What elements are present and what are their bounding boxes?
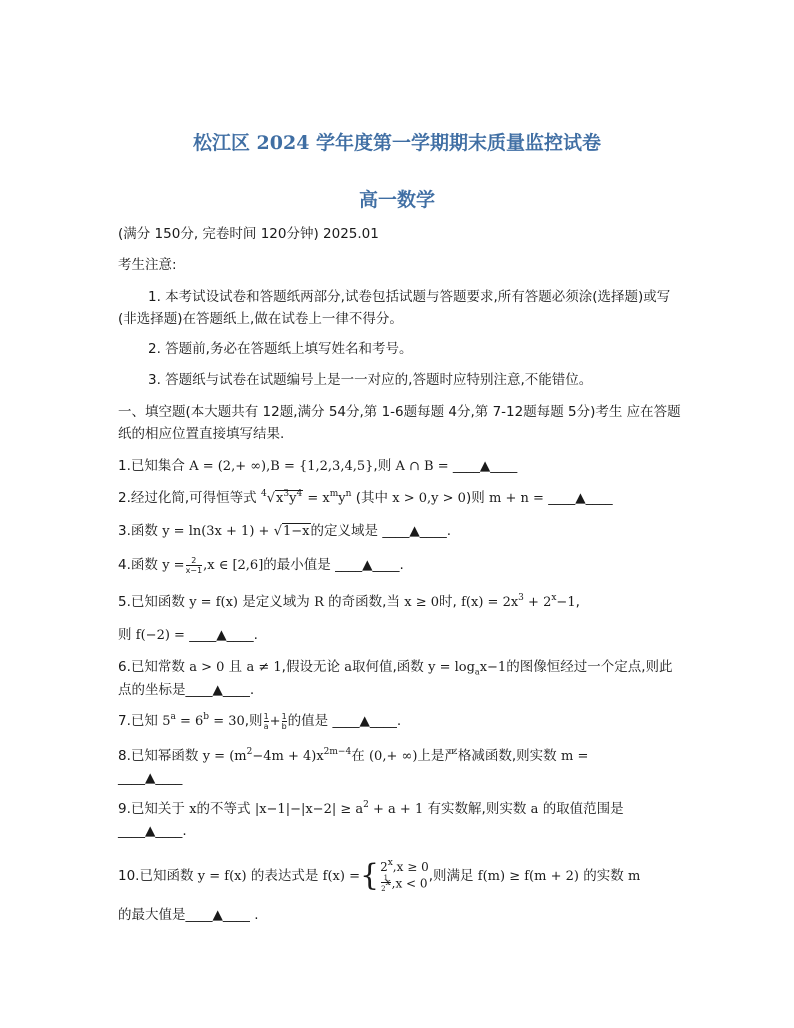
- answer-blank: ____▲____: [118, 770, 183, 786]
- piecewise-brace: {: [359, 858, 380, 893]
- question-2: 2.经过化简,可得恒等式 $^4√x^3y^4 = x^my^n$ (其中 x > 0,y > 0)则 m + n = ____▲____: [118, 487, 678, 510]
- question-6: 6.已知常数 a > 0 且 a ≠ 1,假设无论 a取何值,函数 $y = \log_ax-1$的图像恒经过一个定点,则此点的坐标是____▲____.: [118, 656, 683, 701]
- fraction-1-over-b: $\frac{1}{b}$: [281, 711, 287, 731]
- question-10: 10.已知函数 y = f(x) 的表达式是 $f(x) =\{2^x,x \ge 0$ $\frac{1}{2^x}$ ,x < 0,则满足 f(m) ≥ f(m + 2) 的实数 m: [118, 857, 641, 893]
- question-7: 7.已知 $5^a = 6^b = 30$,则 $\frac{1}{a}$ + $\frac{1}{b}$ 的值是 ____▲____.: [118, 711, 402, 731]
- question-4: 4.函数 y = $\frac{2}{x-1}$ ,x ∈ [2,6]的最小值是 ____▲____.: [118, 555, 404, 575]
- question-1: 1.已知集合 A = (2,+ ∞),B = {1,2,3,4,5},则 A ∩ B = ____▲____: [118, 455, 678, 478]
- notice-1: 1. 本考试设试卷和答题纸两部分,试卷包括试题与答题要求,所有答题必须涂(选择题)或写(非选择题)在答题纸上,做在试卷上一律不得分。: [118, 289, 671, 327]
- section-heading: 一、填空题(本大题共有 12题,满分 54分,第 1-6题每题 4分,第 7-12题每题 5分)考生 应在答题纸的相应位置直接填写结果.: [118, 404, 681, 442]
- answer-blank: ____▲____: [452, 458, 518, 474]
- fraction: $\frac{2}{x-1}$: [185, 555, 203, 575]
- question-5-line2: 则 f(−2) = ____▲____.: [118, 624, 678, 647]
- answer-blank: ____▲____: [185, 907, 250, 923]
- notice-3: 3. 答题纸与试卷在试题编号上是一一对应的,答题时应特别注意,不能错位。: [148, 372, 593, 388]
- question-9-line2: ____▲____.: [118, 820, 678, 842]
- piecewise-cases: $2^x,x \ge 0$ $\frac{1}{2^x}$ ,x < 0: [380, 857, 429, 893]
- question-8-line2: [118, 767, 678, 789]
- answer-blank: ____▲____: [332, 713, 397, 729]
- sqrt-expression: √1−x: [273, 524, 310, 539]
- question-9: 9.已知关于 x的不等式 $|x-1|-|x-2| \ge a^2 + a + 1$ 有实数解,则实数 a 的取值范围是: [118, 800, 624, 817]
- exam-title: 松江区 2024 学年度第一学期期末质量监控试卷: [192, 132, 602, 154]
- question-10-line2: 的最大值是____▲____ .: [118, 904, 678, 926]
- fraction-1-over-a: $\frac{1}{a}$: [263, 711, 269, 731]
- notice-heading: 考生注意:: [118, 257, 177, 273]
- question-8: 8.已知幂函数 $y = (m^2-4m + 4)x^{2m-4}$在 (0,+ ∞)上是严格减函数,则实数 m =: [118, 747, 589, 764]
- radical-expression: $^4√x^3y^4 = x^my^n$: [260, 489, 352, 506]
- answer-blank: ____▲____: [189, 627, 254, 643]
- question-3: 3.函数 y = ln(3x + 1) + √1−x的定义域是 ____▲____.: [118, 520, 678, 543]
- notice-2: 2. 答题前,务必在答题纸上填写姓名和考号。: [148, 341, 413, 357]
- answer-blank: ____▲____: [185, 682, 250, 698]
- question-5: 5.已知函数 y = f(x) 是定义域为 R 的奇函数,当 x ≥ 0时, $f(x) = 2x^3 + 2^x-1$,: [118, 593, 580, 610]
- exam-subtitle: 高一数学: [358, 189, 435, 211]
- answer-blank: ____▲____: [335, 557, 400, 573]
- exam-meta: (满分 150分, 完卷时间 120分钟) 2025.01: [118, 226, 379, 242]
- answer-blank: ____▲____: [382, 523, 447, 539]
- answer-blank: ____▲____: [118, 823, 183, 839]
- answer-blank: ____▲____: [548, 490, 613, 506]
